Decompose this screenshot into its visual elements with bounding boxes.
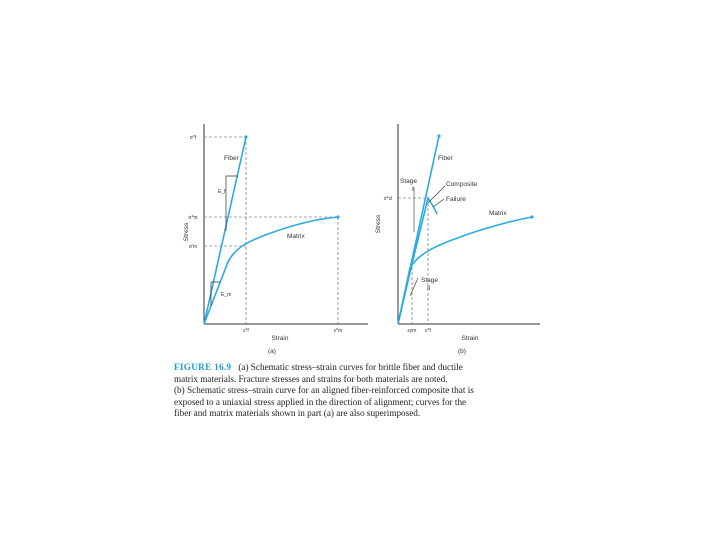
panel-b-sigma-cl-label: σ*cl — [383, 196, 393, 202]
panel-b-y-label: Stress — [375, 214, 382, 234]
caption-line-5: fiber and matrix materials shown in part (a) are also superimposed. — [174, 408, 421, 419]
panel-a-sigma-f-label: σ*f — [189, 135, 197, 141]
panel-b-composite-label: Composite — [446, 181, 478, 188]
panel-b-fiber-label: Fiber — [438, 155, 453, 162]
caption-line-1 — [174, 362, 554, 374]
panel-b-matrix-label: Matrix — [489, 210, 507, 217]
caption-line-2: matrix materials. Fracture stresses and strains for both materials are noted. — [174, 373, 448, 384]
panel-b-part-label: (b) — [458, 348, 466, 355]
panel-b-stage-2-label: Stage — [421, 277, 438, 284]
panel-b-matrix-fracture-point — [530, 215, 533, 218]
panel-a-ef-label: E_f — [218, 189, 226, 195]
panel-a-eps-m-label: ε*m — [333, 328, 343, 334]
caption-line-4: exposed to a uniaxial stress applied in the direction of alignment; curves for the — [174, 396, 467, 407]
caption-line-3: (b) Schematic stress–strain curve for an aligned fiber-reinforced composite that is — [174, 385, 474, 396]
panel-a — [183, 124, 368, 355]
figure-caption — [174, 362, 554, 420]
panel-b-x-label: Strain — [461, 335, 479, 342]
panel-b-stage-1-num: I — [412, 186, 414, 193]
panel-b-failure-leader — [433, 199, 444, 207]
panel-a-matrix-label: Matrix — [287, 233, 305, 240]
panel-b-stage-1-label: Stage — [400, 178, 417, 185]
panel-b-stage-2-leader — [410, 278, 418, 296]
panel-b — [375, 124, 540, 355]
panel-a-fiber-label: Fiber — [224, 155, 239, 162]
panel-a-matrix-fracture-point — [336, 215, 339, 218]
panel-a-eps-f-label: ε*f — [243, 328, 249, 334]
panel-a-sigma-mprime-label: σ'm — [188, 244, 198, 250]
panel-b-eps-f-label: ε*f — [425, 328, 431, 334]
panel-b-composite-curve — [398, 198, 437, 324]
panel-b-eps-ym-label: εym — [407, 328, 417, 334]
panel-a-y-label: Stress — [183, 222, 190, 242]
figure-label: FIGURE 16.9 — [174, 362, 232, 372]
panel-b-fiber-fracture-point — [437, 134, 440, 137]
panel-a-fiber-fracture-point — [244, 135, 247, 138]
panel-a-sigma-m-label: σ*m — [188, 215, 198, 221]
panel-a-part-label: (a) — [268, 348, 276, 355]
panel-a-em-label: E_m — [221, 292, 232, 298]
panel-b-failure-label: Failure — [446, 196, 466, 203]
caption-text-1: (a) Schematic stress–strain curves for brittle fiber and ductile — [238, 362, 463, 372]
panel-b-stage-2-num: II — [427, 285, 431, 292]
panel-a-x-label: Strain — [271, 335, 289, 342]
